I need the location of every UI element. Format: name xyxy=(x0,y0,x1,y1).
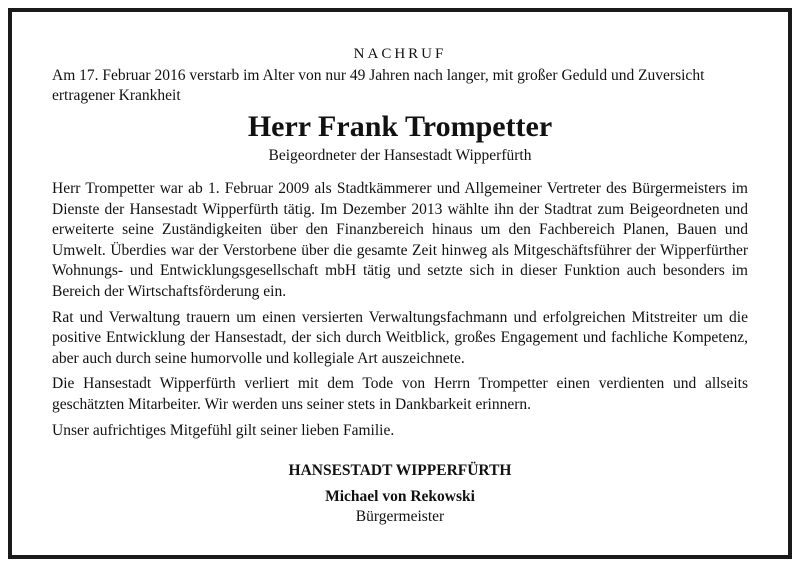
signature-role: Bürgermeister xyxy=(355,508,445,526)
paragraph-loss: Die Hansestadt Wipperfürth verliert mit dem Tode von Herrn Trompetter einen verdienten und allseits geschätzten Mitarbeiter. Wir werden uns seiner stets in Dankbarkeit erinnern. xyxy=(52,375,748,413)
deceased-title: Beigeordneter der Hansestadt Wipperfürth xyxy=(268,147,532,164)
obituary-heading: NACHRUF xyxy=(353,46,447,62)
paragraph-condolence: Unser aufrichtiges Mitgefühl gilt seiner lieben Familie. xyxy=(52,421,395,439)
intro-text: Am 17. Februar 2016 verstarb im Alter von nur 49 Jahren nach langer, mit großer Geduld und Zuversicht ertragener Krankheit xyxy=(52,67,705,104)
deceased-name: Herr Frank Trompetter xyxy=(247,110,553,143)
paragraph-mourning: Rat und Verwaltung trauern um einen versierten Verwaltungsfachmann und erfolgreichen Mitstreiter um die positive Entwicklung der Hansestadt, der sich durch Weitblick, großes Engagement und fachliche Kompetenz, aber auch durch seine humorvolle und kollegiale Art auszeichnete. xyxy=(52,308,748,367)
signature-organization: HANSESTADT WIPPERFÜRTH xyxy=(288,462,512,480)
obituary-frame xyxy=(8,8,792,559)
signature-person: Michael von Rekowski xyxy=(325,488,475,506)
paragraph-career: Herr Trompetter war ab 1. Februar 2009 als Stadtkämmerer und Allgemeiner Vertreter des Bürgermeisters im Dienste der Hansestadt Wipperfürth tätig. Im Dezember 2013 wählte ihn der Stadtrat zum Beigeordneten und erweiterte seine Zuständigkeiten über den Finanzbereich hinaus um den Fachbereich Planen, Bauen und Umwelt. Überdies war der Verstorbene über die gesamte Zeit hinweg als Mitgeschäftsführer der Wipperfürther Wohnungs- und Entwicklungsgesellschaft mbH tätig und setzte sich in dieser Funktion auch besonders im Bereich der Wirtschaftsförderung ein. xyxy=(52,180,748,300)
